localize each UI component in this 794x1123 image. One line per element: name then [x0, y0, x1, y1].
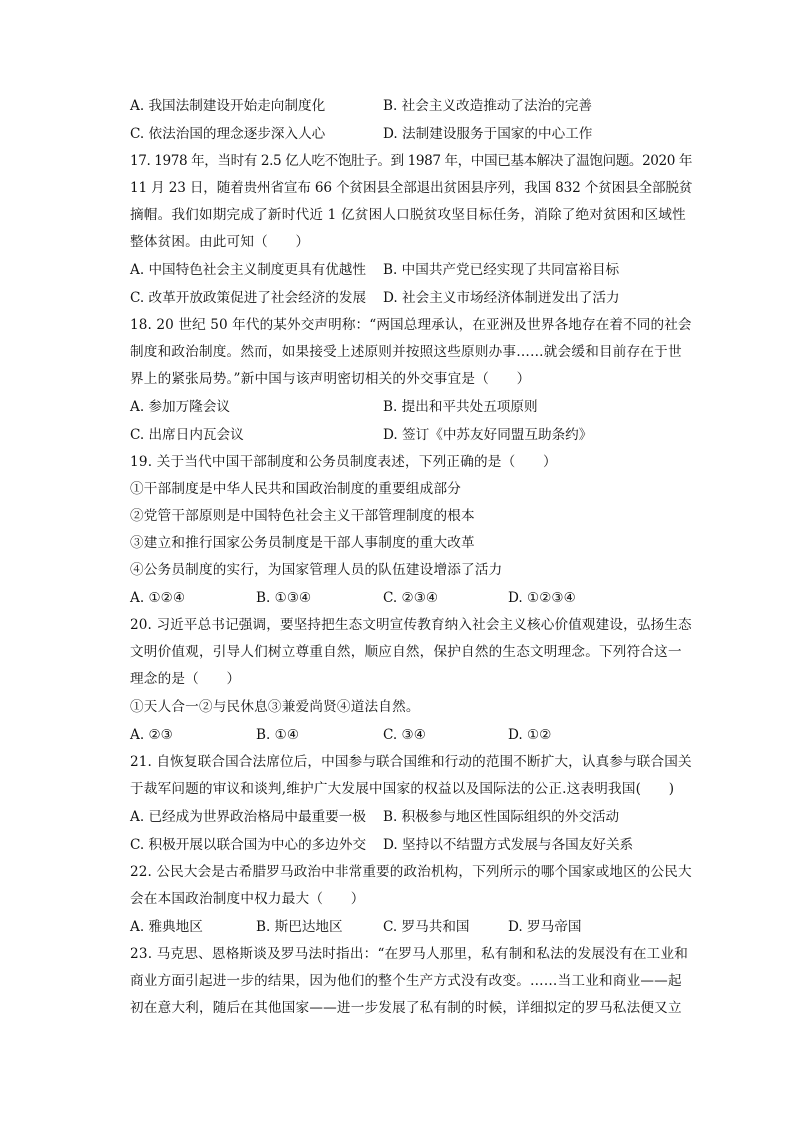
- q22-stem-line: 22. 公民大会是古希腊罗马政治中非常重要的政治机构，下列所示的哪个国家或地区的公民大: [130, 864, 692, 880]
- q16-option-a: A. 我国法制建设开始走向制度化: [130, 98, 326, 114]
- q21-option-c: C. 积极开展以联合国为中心的多边外交: [130, 837, 367, 853]
- q21-stem-line: 于裁军问题的审议和谈判,维护广大发展中国家的权益以及国际法的公正.这表明我国( ): [130, 781, 675, 797]
- q20-stem-line: 理念的是（ ）: [130, 671, 241, 687]
- q17-stem-line: 整体贫困。由此可知（ ）: [130, 234, 310, 250]
- q19-stem-line: 19. 关于当代中国干部制度和公务员制度表述，下列正确的是（ ）: [130, 454, 557, 470]
- q19-option-b: B. ①③④: [256, 590, 312, 606]
- q23-stem-line: 初在意大利，随后在其他国家——进一步发展了私有制的时候，详细拟定的罗马私法便又立: [130, 1000, 682, 1016]
- q20-statement: ①天人合一②与民休息③兼爱尚贤④道法自然。: [130, 699, 420, 715]
- q22-option-d: D. 罗马帝国: [508, 919, 582, 935]
- q17-option-c: C. 改革开放政策促进了社会经济的发展: [130, 290, 367, 306]
- q20-stem-line: 20. 习近平总书记强调，要坚持把生态文明宣传教育纳入社会主义核心价值观建设，弘扬生态: [130, 617, 692, 633]
- q16-option-d: D. 法制建设服务于国家的中心工作: [383, 126, 593, 142]
- q20-stem-line: 文明价值观，引导人们树立尊重自然，顺应自然，保护自然的生态文明理念。下列符合这一: [130, 644, 682, 660]
- q18-option-b: B. 提出和平共处五项原则: [383, 399, 538, 415]
- q19-option-c: C. ②③④: [383, 590, 439, 606]
- q18-stem-line: 界上的紧张局势。”新中国与该声明密切相关的外交事宜是（ ）: [130, 371, 531, 387]
- q23-stem-line: 23. 马克思、恩格斯谈及罗马法时指出：“在罗马人那里，私有制和私法的发展没有在工业和: [130, 946, 689, 962]
- q19-statement: ②党管干部原则是中国特色社会主义干部管理制度的根本: [130, 508, 475, 524]
- q18-stem-line: 18. 20 世纪 50 年代的某外交声明称：“两国总理承认，在亚洲及世界各地存在着不同的社会: [130, 317, 692, 333]
- q19-option-d: D. ①②③④: [508, 590, 576, 606]
- q22-option-b: B. 斯巴达地区: [256, 919, 343, 935]
- q17-option-b: B. 中国共产党已经实现了共同富裕目标: [383, 262, 620, 278]
- q21-option-b: B. 积极参与地区性国际组织的外交活动: [383, 809, 620, 825]
- q23-stem-line: 商业方面引起进一步的结果，因为他们的整个生产方式没有改变。……当工业和商业——起: [130, 973, 682, 989]
- q21-option-d: D. 坚持以不结盟方式发展与各国友好关系: [383, 837, 634, 853]
- q16-option-b: B. 社会主义改造推动了法治的完善: [383, 98, 592, 114]
- q18-option-d: D. 签订《中苏友好同盟互助条约》: [383, 427, 593, 443]
- q19-statement: ③建立和推行国家公务员制度是干部人事制度的重大改革: [130, 535, 475, 551]
- q20-option-d: D. ①②: [508, 727, 552, 743]
- q17-option-d: D. 社会主义市场经济体制迸发出了活力: [383, 290, 620, 306]
- q18-stem-line: 制度和政治制度。然而，如果接受上述原则并按照这些原则办事……就会缓和目前存在于世: [130, 344, 682, 360]
- q22-option-a: A. 雅典地区: [130, 919, 203, 935]
- q20-option-c: C. ③④: [383, 727, 426, 743]
- q21-stem-line: 21. 自恢复联合国合法席位后，中国参与联合国维和行动的范围不断扩大，认真参与联合国关: [130, 754, 692, 770]
- q16-option-c: C. 依法治国的理念逐步深入人心: [130, 126, 326, 142]
- q22-stem-line: 会在本国政治制度中权力最大（ ）: [130, 891, 365, 907]
- q20-option-b: B. ①④: [256, 727, 300, 743]
- q18-option-c: C. 出席日内瓦会议: [130, 427, 244, 443]
- q18-option-a: A. 参加万隆会议: [130, 399, 231, 415]
- q19-statement: ①干部制度是中华人民共和国政治制度的重要组成部分: [130, 481, 462, 497]
- q22-option-c: C. 罗马共和国: [383, 919, 470, 935]
- q19-option-a: A. ①②④: [130, 590, 186, 606]
- q20-option-a: A. ②③: [130, 727, 173, 743]
- q17-option-a: A. 中国特色社会主义制度更具有优越性: [130, 262, 366, 278]
- q17-stem-line: 17. 1978 年，当时有 2.5 亿人吃不饱肚子。到 1987 年，中国已基本解决了温饱问题。2020 年: [130, 153, 693, 169]
- q17-stem-line: 11 月 23 日，随着贵州省宣布 66 个贫困县全部退出贫困县序列，我国 832 个贫困县全部脱贫: [130, 180, 693, 196]
- q17-stem-line: 摘帽。我们如期完成了新时代近 1 亿贫困人口脱贫攻坚目标任务，消除了绝对贫困和区域性: [130, 207, 686, 223]
- q21-option-a: A. 已经成为世界政治格局中最重要一极: [130, 809, 366, 825]
- q19-statement: ④公务员制度的实行，为国家管理人员的队伍建设增添了活力: [130, 562, 503, 578]
